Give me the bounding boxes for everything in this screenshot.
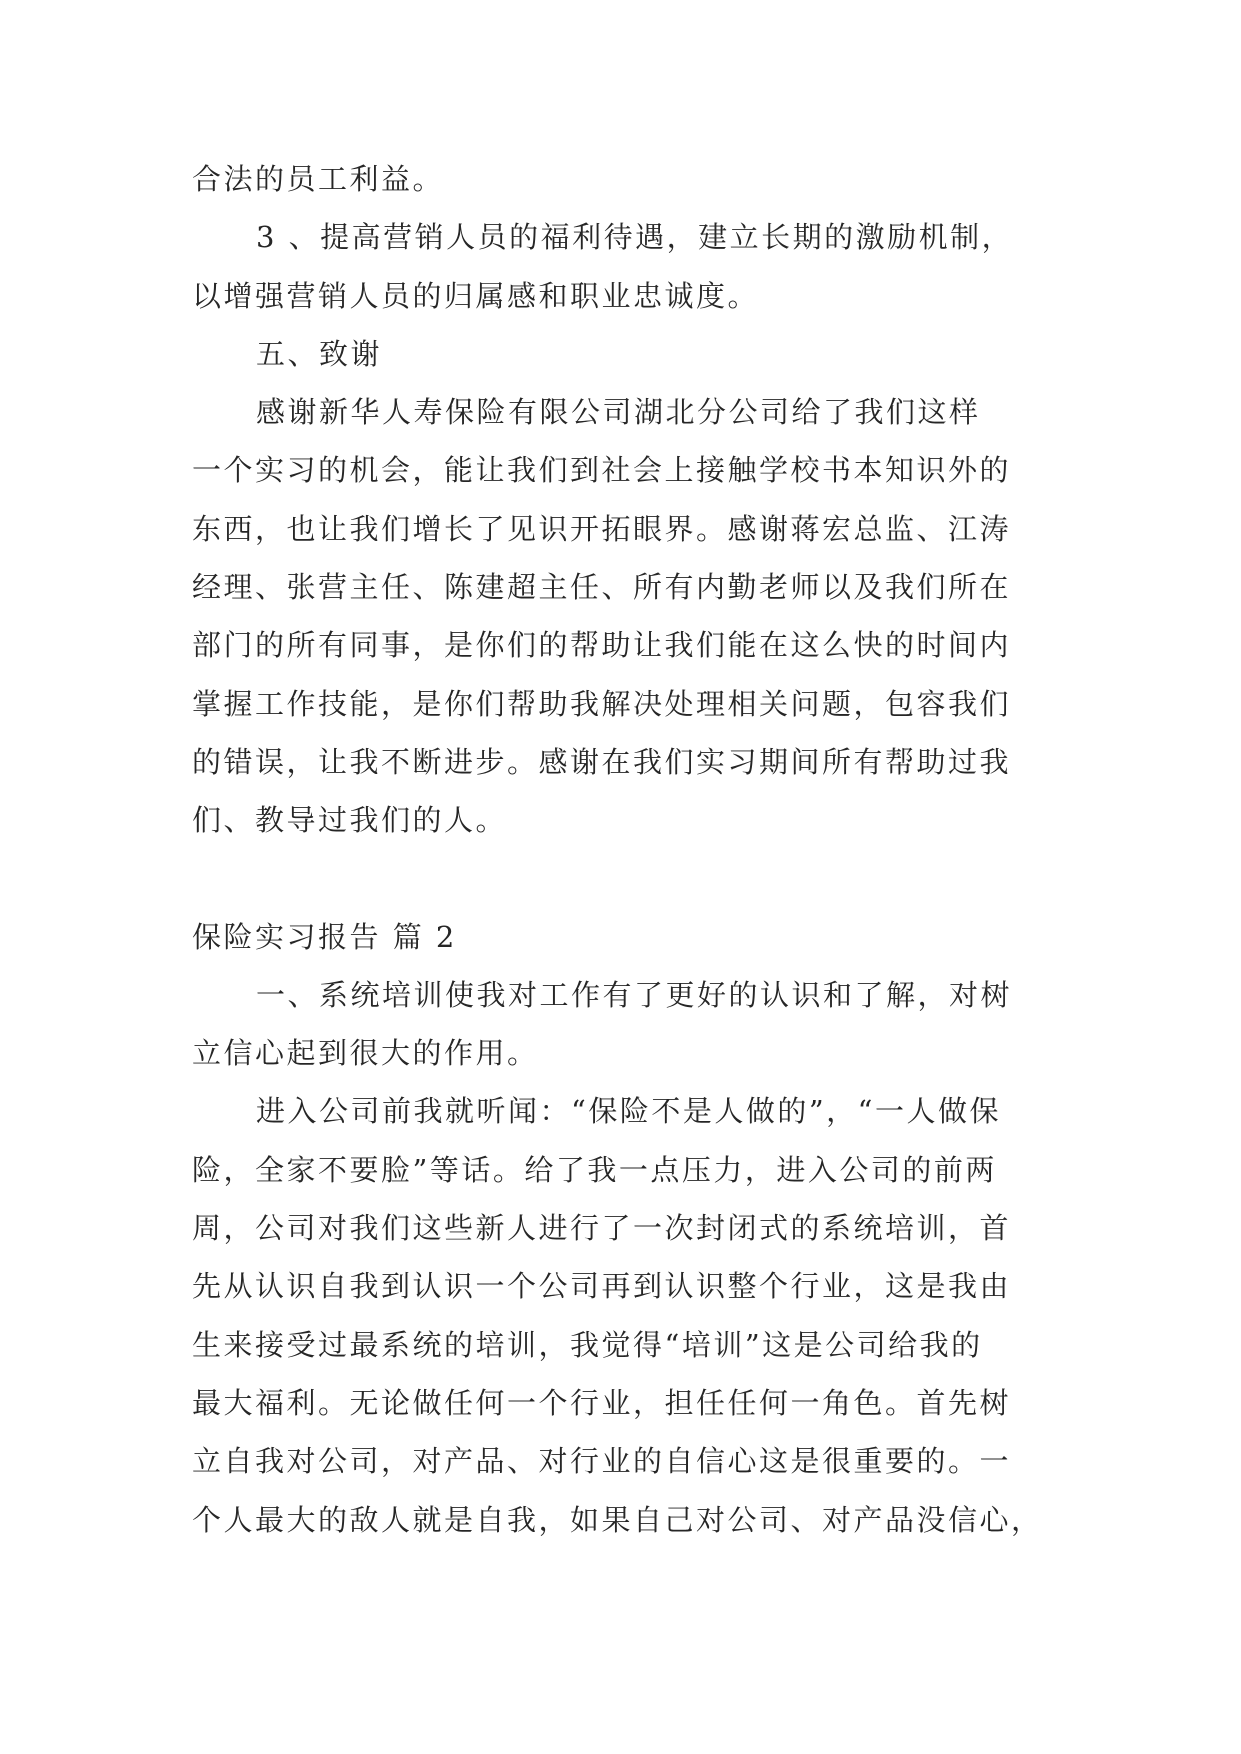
paragraph-line: 部门的所有同事，是你们的帮助让我们能在这么快的时间内 [192, 628, 1012, 663]
paragraph-line: 立自我对公司，对产品、对行业的自信心这是很重要的。一 [192, 1444, 1012, 1479]
paragraph-line: 感谢新华人寿保险有限公司湖北分公司给了我们这样 [256, 395, 981, 430]
paragraph-line: 3 、提高营销人员的福利待遇，建立长期的激励机制， [256, 220, 1014, 255]
paragraph-line: 险，全家不要脸”等话。给了我一点压力，进入公司的前两 [192, 1152, 997, 1187]
paragraph-line: 东西，也让我们增长了见识开拓眼界。感谢蒋宏总监、江涛 [192, 511, 1012, 546]
paragraph-line: 经理、张营主任、陈建超主任、所有内勤老师以及我们所在 [192, 570, 1012, 605]
report-title: 保险实习报告 篇 2 [192, 919, 457, 954]
section-heading: 五、致谢 [256, 336, 383, 371]
paragraph-line: 掌握工作技能，是你们帮助我解决处理相关问题，包容我们 [192, 686, 1012, 721]
paragraph-line: 的错误，让我不断进步。感谢在我们实习期间所有帮助过我 [192, 744, 1012, 779]
paragraph-line: 一个实习的机会，能让我们到社会上接触学校书本知识外的 [192, 453, 1012, 488]
paragraph-line: 们、教导过我们的人。 [192, 803, 508, 838]
paragraph-line: 进入公司前我就听闻：“保险不是人做的”，“一人做保 [256, 1094, 1001, 1129]
paragraph-line: 周，公司对我们这些新人进行了一次封闭式的系统培训，首 [192, 1211, 1012, 1246]
paragraph-line: 个人最大的敌人就是自我，如果自己对公司、对产品没信心， [192, 1502, 1043, 1537]
paragraph-line: 合法的员工利益。 [192, 162, 445, 196]
paragraph-line: 最大福利。无论做任何一个行业，担任任何一角色。首先树 [192, 1385, 1012, 1420]
paragraph-line: 立信心起到很大的作用。 [192, 1036, 539, 1071]
document-page [192, 150, 1052, 1549]
paragraph-line: 先从认识自我到认识一个公司再到认识整个行业，这是我由 [192, 1269, 1012, 1304]
section-heading: 一、系统培训使我对工作有了更好的认识和了解，对树 [256, 977, 1013, 1012]
paragraph-line: 生来接受过最系统的培训，我觉得“培训”这是公司给我的 [192, 1327, 983, 1362]
section-gap [192, 850, 1052, 908]
paragraph-line: 以增强营销人员的归属感和职业忠诚度。 [192, 278, 760, 313]
